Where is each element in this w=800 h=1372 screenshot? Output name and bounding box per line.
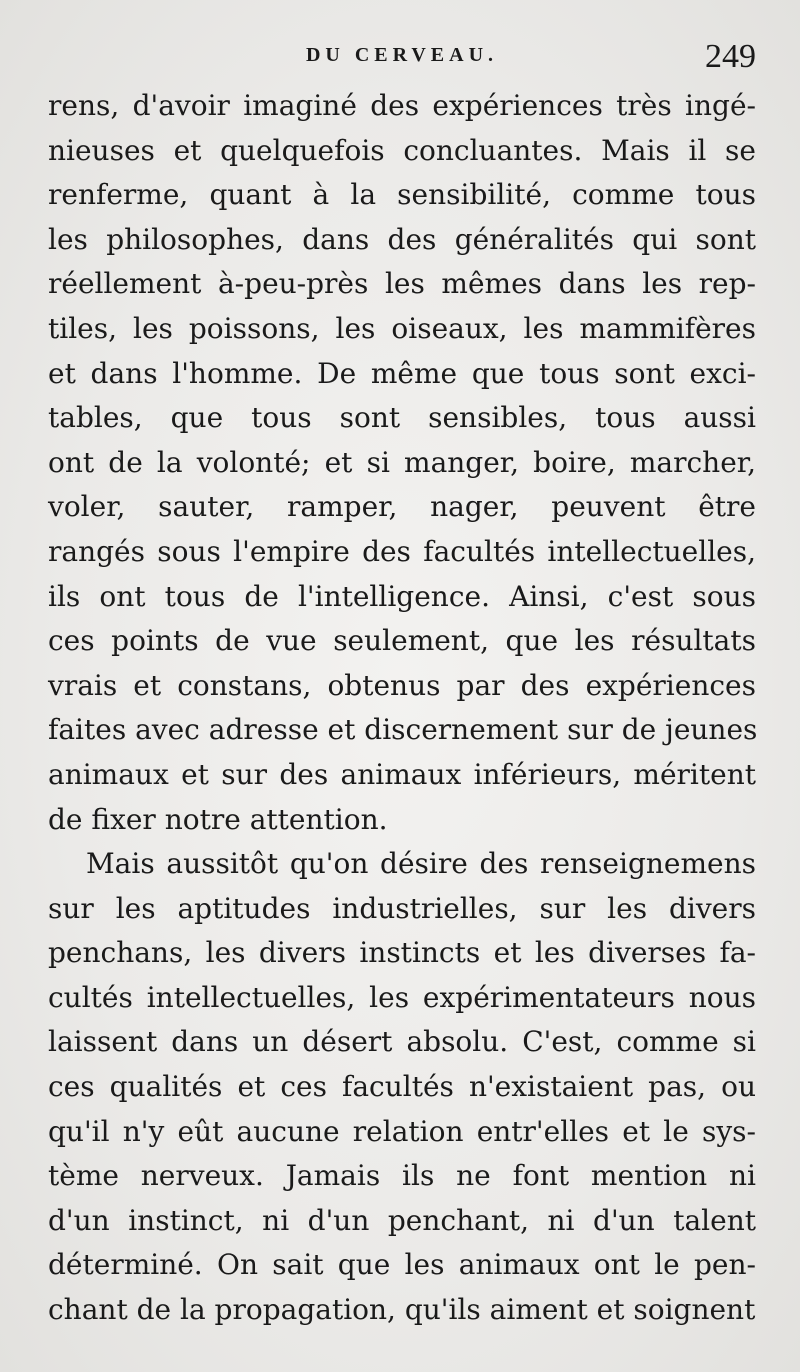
text-line: cultés intellectuelles, les expérimentateurs nous [48,980,756,1014]
text-line: déterminé. On sait que les animaux ont le pen- [48,1248,756,1282]
text-line: sur les aptitudes industrielles, sur les divers [48,891,756,925]
text-line: de fixer notre attention. [48,802,388,836]
text-line: vrais et constans, obtenus par des expériences [48,668,756,702]
text-line: réellement à-peu-près les mêmes dans les rep- [48,267,756,301]
text-line: ces points de vue seulement, que les résultats [48,624,756,658]
text-line: ont de la volonté; et si manger, boire, marcher, [48,445,756,479]
body-text [48,84,756,1333]
text-line: et dans l'homme. De même que tous sont exci- [48,356,756,390]
text-line: les philosophes, dans des généralités qui sont [48,222,756,256]
text-line: faites avec adresse et discernement sur de jeunes [48,713,758,747]
text-line: laissent dans un désert absolu. C'est, comme si [48,1025,756,1059]
running-title: DU CERVEAU. [305,44,499,66]
text-line: qu'il n'y eût aucune relation entr'elles et le sys- [48,1114,756,1148]
paragraph [48,84,756,842]
text-line: voler, sauter, ramper, nager, peuvent être [48,490,756,524]
text-line: chant de la propagation, qu'ils aiment et soignent [48,1293,756,1327]
text-line: rangés sous l'empire des facultés intellectuelles, [48,534,756,568]
text-line: ils ont tous de l'intelligence. Ainsi, c'est sous [48,579,756,613]
text-line: rens, d'avoir imaginé des expériences très ingé- [48,89,756,122]
text-line: tème nerveux. Jamais ils ne font mention ni [48,1159,756,1193]
text-line: animaux et sur des animaux inférieurs, méritent [48,757,756,791]
paragraph [48,842,756,1333]
text-line: ces qualités et ces facultés n'existaient pas, ou [48,1070,756,1104]
page-number: 249 [705,38,756,75]
text-line: tiles, les poissons, les oiseaux, les mammifères [48,311,756,345]
text-line: tables, que tous sont sensibles, tous aussi [48,401,756,435]
text-line: penchans, les divers instincts et les diverses fa- [48,936,756,970]
text-line: Mais aussitôt qu'on désire des renseignemens [86,847,756,881]
running-header [48,38,756,84]
text-line: d'un instinct, ni d'un penchant, ni d'un talent [48,1203,756,1237]
text-line: nieuses et quelquefois concluantes. Mais il se [48,133,756,167]
text-line: renferme, quant à la sensibilité, comme tous [48,178,756,212]
